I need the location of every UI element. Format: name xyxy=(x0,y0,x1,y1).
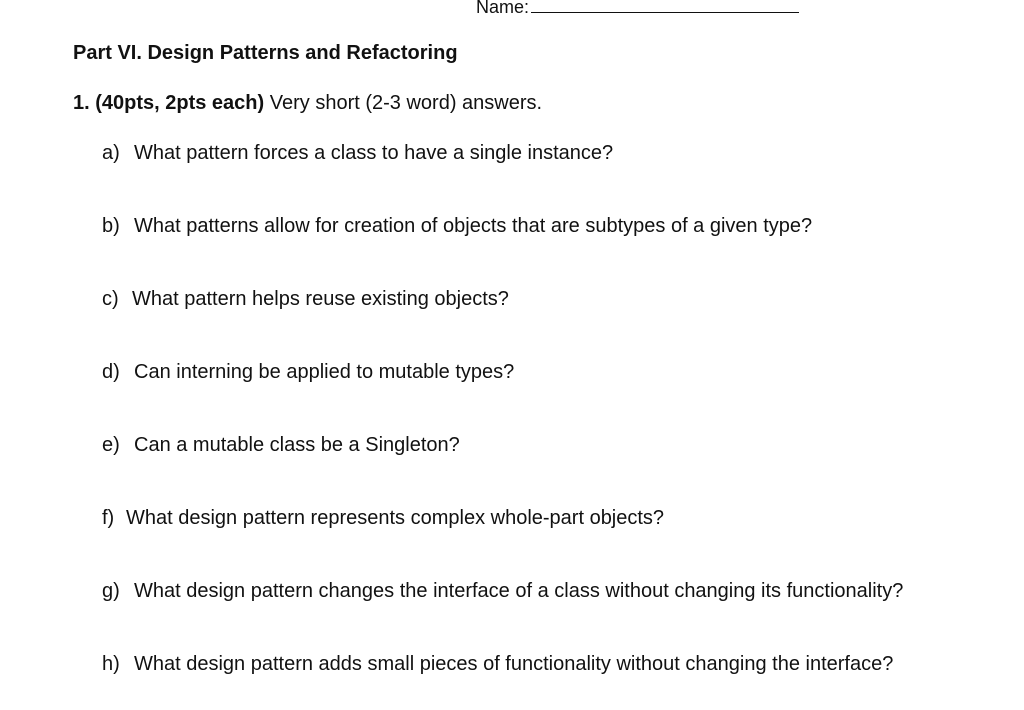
item-letter: g) xyxy=(102,580,120,602)
item-text: Can a mutable class be a Singleton? xyxy=(134,434,460,456)
item-letter: h) xyxy=(102,653,120,675)
item-letter: d) xyxy=(102,361,120,383)
question-item-a xyxy=(102,142,613,165)
question-item-f xyxy=(102,507,664,530)
item-text: What design pattern adds small pieces of functionality without changing the interface? xyxy=(134,653,894,675)
name-label: Name: xyxy=(476,0,530,17)
question-item-d xyxy=(102,361,514,384)
question-points: 1. (40pts, 2pts each) xyxy=(73,92,265,114)
item-letter: c) xyxy=(102,288,119,310)
item-text: What patterns allow for creation of objects that are subtypes of a given type? xyxy=(134,215,813,237)
item-letter: b) xyxy=(102,215,120,237)
item-letter: e) xyxy=(102,434,120,456)
item-text: What pattern forces a class to have a single instance? xyxy=(134,142,614,164)
item-text: Can interning be applied to mutable types? xyxy=(134,361,515,383)
question-item-h xyxy=(102,653,893,676)
question-instruction: Very short (2-3 word) answers. xyxy=(264,92,543,114)
item-text: What pattern helps reuse existing objects? xyxy=(132,288,509,310)
item-text: What design pattern changes the interface of a class without changing its functionality? xyxy=(134,580,904,602)
name-blank-line xyxy=(531,0,799,13)
question-item-g xyxy=(102,580,903,603)
name-field xyxy=(476,0,799,17)
question-heading xyxy=(73,92,542,115)
section-title: Part VI. Design Patterns and Refactoring xyxy=(73,42,458,64)
item-text: What design pattern represents complex whole-part objects? xyxy=(126,507,665,529)
item-letter: a) xyxy=(102,142,120,164)
question-item-e xyxy=(102,434,460,457)
item-letter: f) xyxy=(102,507,115,529)
question-item-b xyxy=(102,215,812,238)
question-item-c xyxy=(102,288,509,311)
